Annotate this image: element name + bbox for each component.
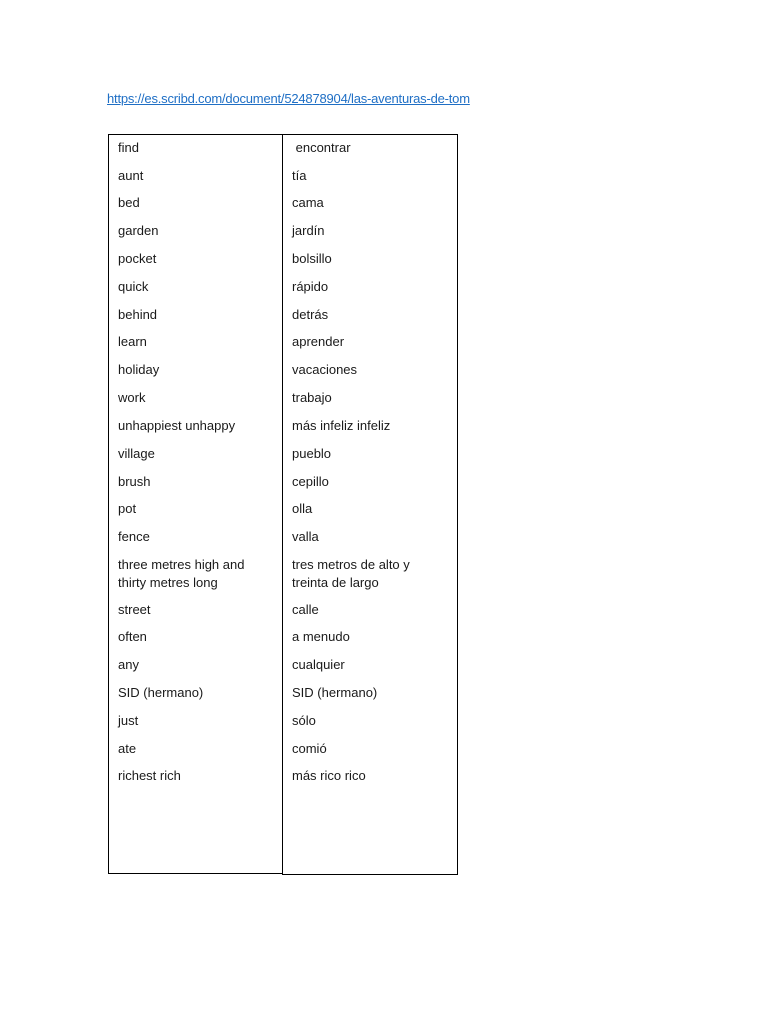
spanish-translation: sólo	[292, 713, 316, 728]
english-word: brush	[118, 474, 151, 489]
english-word: any	[118, 657, 139, 672]
english-word: SID (hermano)	[118, 685, 204, 700]
english-word: fence	[118, 529, 150, 544]
english-word: quick	[118, 279, 149, 294]
english-word: often	[118, 629, 147, 644]
english-word: village	[118, 446, 155, 461]
spanish-translation: rápido	[292, 279, 329, 294]
english-word: work	[118, 390, 146, 405]
spanish-translation: valla	[292, 529, 319, 544]
spanish-translation: aprender	[292, 334, 345, 349]
spanish-translation: más infeliz infeliz	[292, 418, 391, 433]
english-word: pot	[118, 501, 137, 516]
english-word: thirty metres long	[118, 575, 218, 590]
spanish-translation: detrás	[292, 307, 329, 322]
english-word: pocket	[118, 251, 157, 266]
english-word: bed	[118, 195, 140, 210]
english-word: street	[118, 602, 151, 617]
spanish-translation: bolsillo	[292, 251, 332, 266]
spanish-translation: tres metros de alto y	[292, 557, 410, 572]
spanish-translation: SID (hermano)	[292, 685, 378, 700]
spanish-translation: más rico rico	[292, 768, 366, 783]
spanish-translation: jardín	[292, 223, 325, 238]
english-word: garden	[118, 223, 159, 238]
spanish-translation: pueblo	[292, 446, 332, 461]
english-word: ate	[118, 741, 137, 756]
spanish-translation: olla	[292, 501, 313, 516]
spanish-translation: cualquier	[292, 657, 345, 672]
spanish-translation: comió	[292, 741, 327, 756]
english-word: three metres high and	[118, 557, 245, 572]
spanish-translation: cama	[292, 195, 324, 210]
spanish-translation: a menudo	[292, 629, 350, 644]
spanish-translation: treinta de largo	[292, 575, 379, 590]
english-word: richest rich	[118, 768, 181, 783]
spanish-translation: tía	[292, 168, 307, 183]
spanish-translation: trabajo	[292, 390, 332, 405]
english-word: unhappiest unhappy	[118, 418, 236, 433]
english-word: learn	[118, 334, 147, 349]
spanish-translation: cepillo	[292, 474, 329, 489]
spanish-translation: calle	[292, 602, 319, 617]
spanish-translation: vacaciones	[292, 362, 358, 377]
english-word: just	[118, 713, 139, 728]
english-word: aunt	[118, 168, 144, 183]
english-word: find	[118, 140, 139, 155]
english-word: behind	[118, 307, 158, 322]
scribd-document-link[interactable]: https://es.scribd.com/document/524878904/las-aventuras-de-tom	[107, 91, 470, 106]
english-word: holiday	[118, 362, 160, 377]
spanish-translation: encontrar	[292, 140, 351, 155]
